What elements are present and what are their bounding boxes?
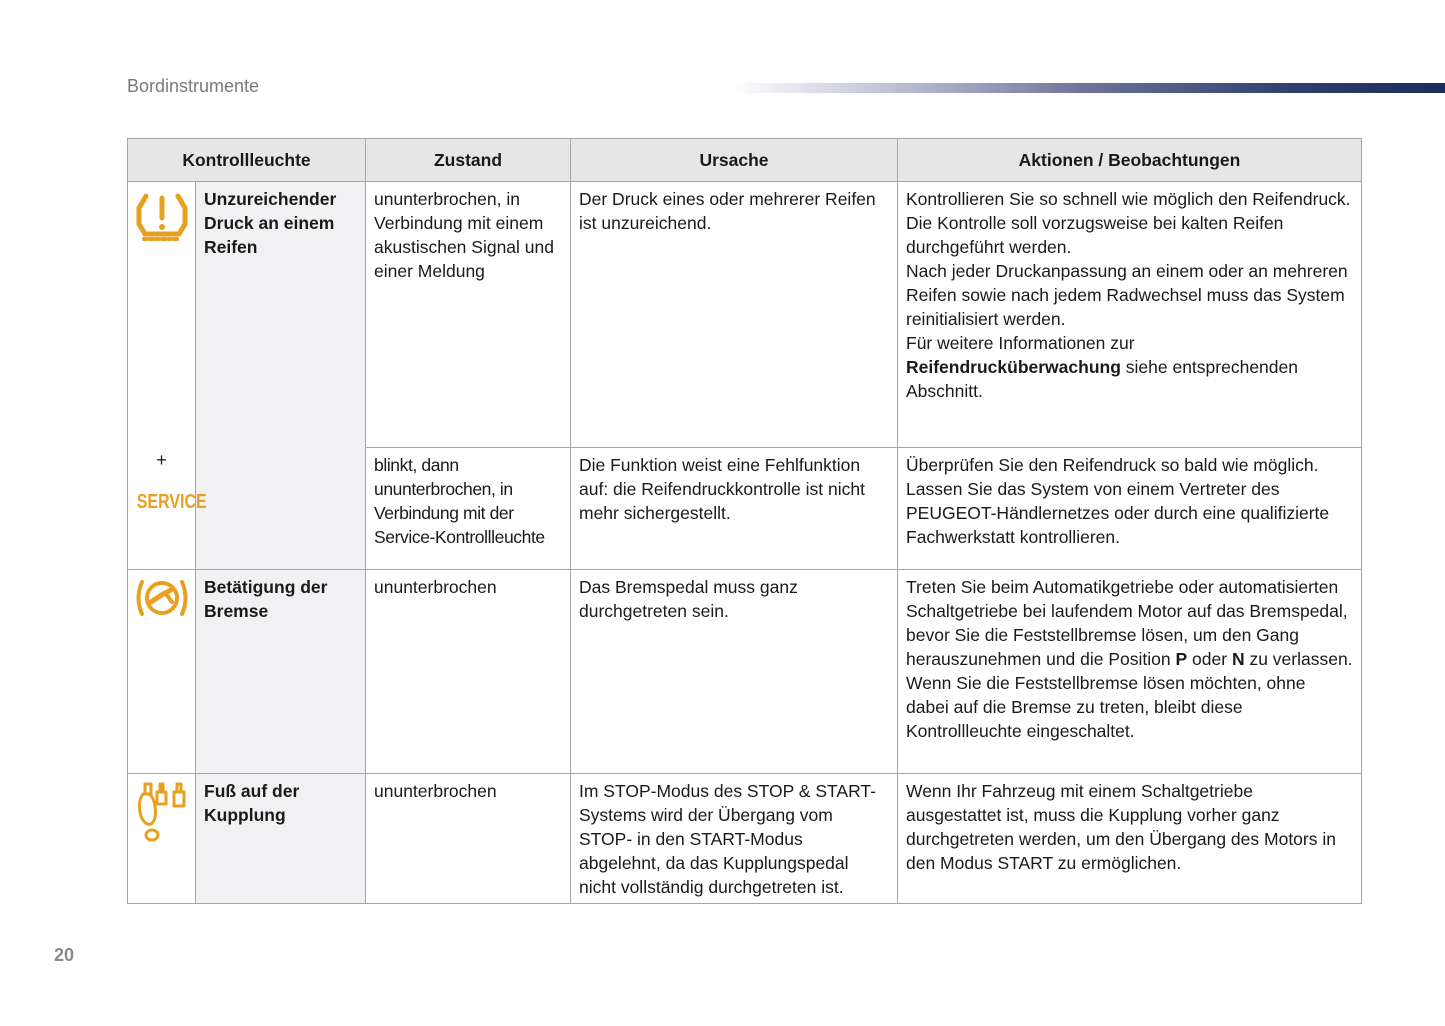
warning-name: Unzureichender Druck an einem Reifen <box>196 182 366 570</box>
page-number: 20 <box>54 945 75 965</box>
state-cell: blinkt, dann ununterbrochen, in Verbindung mit der Service-Kontrollleuchte <box>366 448 571 570</box>
tire-pressure-warning-icon <box>134 228 190 248</box>
warning-name: Betätigung der Bremse <box>196 570 366 774</box>
action-text: siehe entsprechenden Abschnitt. <box>906 357 1298 401</box>
action-cell <box>898 570 1362 774</box>
table-row <box>128 774 1362 904</box>
state-cell: ununterbrochen <box>366 774 571 904</box>
action-text: oder <box>1187 649 1232 669</box>
cause-cell: Die Funktion weist eine Fehlfunktion auf: die Reifendruckkontrolle ist nicht mehr sichergestellt. <box>571 448 898 570</box>
section-title: Bordinstrumente <box>127 76 260 96</box>
service-warning-icon: SERVICE <box>136 491 207 513</box>
icon-cell <box>128 182 207 570</box>
icon-cell <box>128 774 196 904</box>
action-text: Treten Sie beim Automatikgetriebe oder automatisierten Schaltgetriebe bei laufendem Motor auf das Bremspedal, bevor Sie die Feststellbremse lösen, um den Gang herauszunehmen und die Position <box>906 577 1348 669</box>
plus-sign: + <box>156 450 167 470</box>
action-cell: Überprüfen Sie den Reifendruck so bald wie möglich. Lassen Sie das System von einem Vertreter des PEUGEOT-Händlernetzes oder durch eine qualifizierte Fachwerkstatt kontrollieren. <box>898 448 1362 570</box>
table-row <box>128 570 1362 774</box>
state-cell: ununterbrochen <box>366 570 571 774</box>
cause-cell: Der Druck eines oder mehrerer Reifen ist unzureichend. <box>571 182 898 448</box>
action-cell <box>898 182 1362 448</box>
column-header: Kontrollleuchte <box>128 139 366 182</box>
column-header: Zustand <box>366 139 571 182</box>
action-cell: Wenn Ihr Fahrzeug mit einem Schaltgetriebe ausgestattet ist, muss die Kupplung vorher ganz durchgetreten werden, um den Übergang des Motors in den Modus START zu ermöglichen. <box>898 774 1362 904</box>
foot-on-clutch-icon <box>135 828 189 848</box>
warning-name: Fuß auf der Kupplung <box>196 774 366 904</box>
gear-n: N <box>1231 649 1245 669</box>
column-header: Ursache <box>571 139 898 182</box>
action-link-text: Reifendrucküberwachung <box>906 357 1121 377</box>
action-text: zu verlassen. Wenn Sie die Feststellbremse lösen möchten, ohne dabei auf die Bremse zu treten, bleibt diese Kontrollleuchte eingeschaltet. <box>906 649 1353 741</box>
warning-lights-table <box>127 138 1362 904</box>
table-header <box>128 139 1362 182</box>
table-row <box>128 182 1362 448</box>
header-accent-bar <box>730 83 1445 93</box>
gear-p: P <box>1175 649 1188 669</box>
action-text: Kontrollieren Sie so schnell wie möglich den Reifendruck. Die Kontrolle soll vorzugsweise bei kalten Reifen durchgeführt werden. Nach jeder Druckanpassung an einem oder an mehreren Reifen sowie nach jedem Radwechsel muss das System reinitialisiert werden. Für weitere Informationen zur <box>906 189 1351 353</box>
cause-cell: Das Bremspedal muss ganz durchgetreten sein. <box>571 570 898 774</box>
icon-cell <box>128 570 196 774</box>
brake-pedal-icon <box>133 604 191 624</box>
cause-cell: Im STOP-Modus des STOP & START-Systems wird der Übergang vom STOP- in den START-Modus abgelehnt, da das Kupplungspedal nicht vollständig durchgetreten ist. <box>571 774 898 904</box>
state-cell: ununterbrochen, in Verbindung mit einem akustischen Signal und einer Meldung <box>366 182 571 448</box>
column-header: Aktionen / Beobachtungen <box>898 139 1362 182</box>
